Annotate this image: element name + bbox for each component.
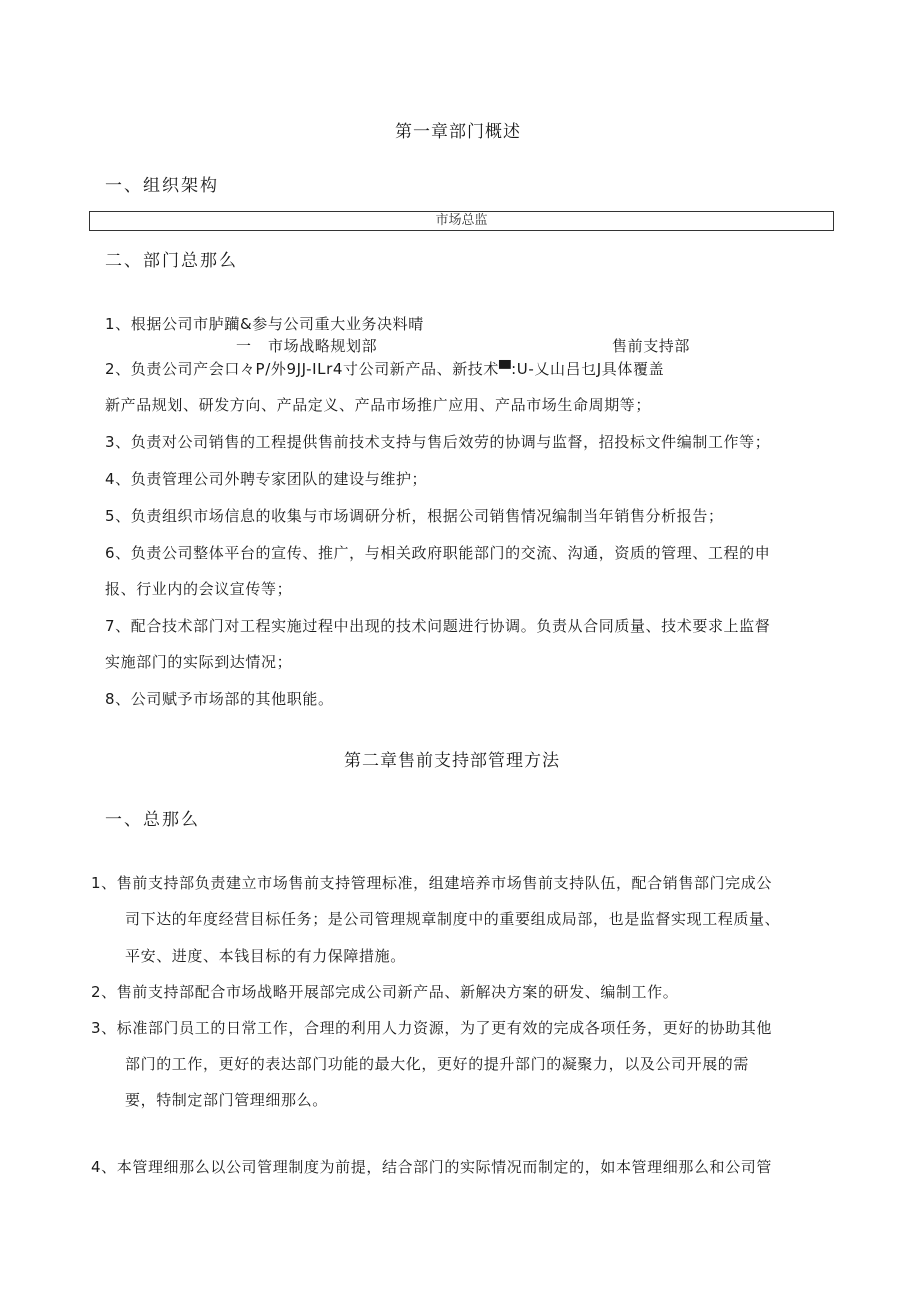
chapter1-title: 第一章部门概述 <box>395 122 521 142</box>
list-item: 3、标准部门员工的日常工作，合理的利用人力资源，为了更有效的完成各项任务，更好的协助其他 <box>91 1019 772 1037</box>
list-item: 1、根据公司市胪躏&参与公司重大业务决料晴 <box>105 315 424 333</box>
list-item: 平安、进度、本钱目标的有力保障措施。 <box>125 947 406 965</box>
list-item: 3、负责对公司销售的工程提供售前技术支持与售后效劳的协调与监督，招投标文件编制工作等； <box>105 433 771 451</box>
chapter2-title: 第二章售前支持部管理方法 <box>344 751 560 771</box>
list-item: 4、本管理细那么以公司管理制度为前提，结合部门的实际情况而制定的，如本管理细那么和公司管 <box>91 1158 772 1176</box>
list-item: 司下达的年度经营目标任务；是公司管理规章制度中的重要组成局部，也是监督实现工程质量、 <box>125 910 781 928</box>
list-item: 要，特制定部门管理细那么。 <box>125 1091 328 1109</box>
list-item: 1、售前支持部负责建立市场售前支持管理标准，组建培养市场售前支持队伍，配合销售部门完成公 <box>91 874 772 892</box>
list-item: 2、负责公司产会口々P/外9JJ-ILr4寸公司新产品、新技术▀:U-乂山吕乜J具体覆盖 <box>105 360 665 378</box>
org-chart-box <box>89 211 834 231</box>
list-item: 2、售前支持部配合市场战略开展部完成公司新产品、新解决方案的研发、编制工作。 <box>91 983 679 1001</box>
org-line-left: 市场战略规划部 <box>268 337 378 355</box>
list-item: 6、负责公司整体平台的宣传、推广，与相关政府职能部门的交流、沟通，资质的管理、工程的申 <box>105 544 771 562</box>
org-line-right: 售前支持部 <box>612 337 691 355</box>
list-item: 部门的工作，更好的表达部门功能的最大化，更好的提升部门的凝聚力，以及公司开展的需 <box>125 1055 750 1073</box>
org-line-dash: 一 <box>236 337 252 355</box>
list-item: 报、行业内的会议宣传等； <box>105 580 293 598</box>
list-item: 7、配合技术部门对工程实施过程中出现的技术问题进行协调。负责从合同质量、技术要求上监督 <box>105 617 771 635</box>
list-item: 8、公司赋予市场部的其他职能。 <box>105 690 334 708</box>
list-item: 实施部门的实际到达情况； <box>105 653 293 671</box>
list-item: 新产品规划、研发方向、产品定义、产品市场推广应用、产品市场生命周期等； <box>105 396 652 414</box>
org-box-label: 市场总监 <box>435 213 488 228</box>
section-general-principles: 二、部门总那么 <box>105 251 238 271</box>
list-item: 5、负责组织市场信息的收集与市场调研分析，根据公司销售情况编制当年销售分析报告； <box>105 507 724 525</box>
section-general: 一、总那么 <box>105 810 200 830</box>
list-item: 4、负责管理公司外聘专家团队的建设与维护； <box>105 470 428 488</box>
section-org-structure: 一、组织架构 <box>105 176 219 196</box>
